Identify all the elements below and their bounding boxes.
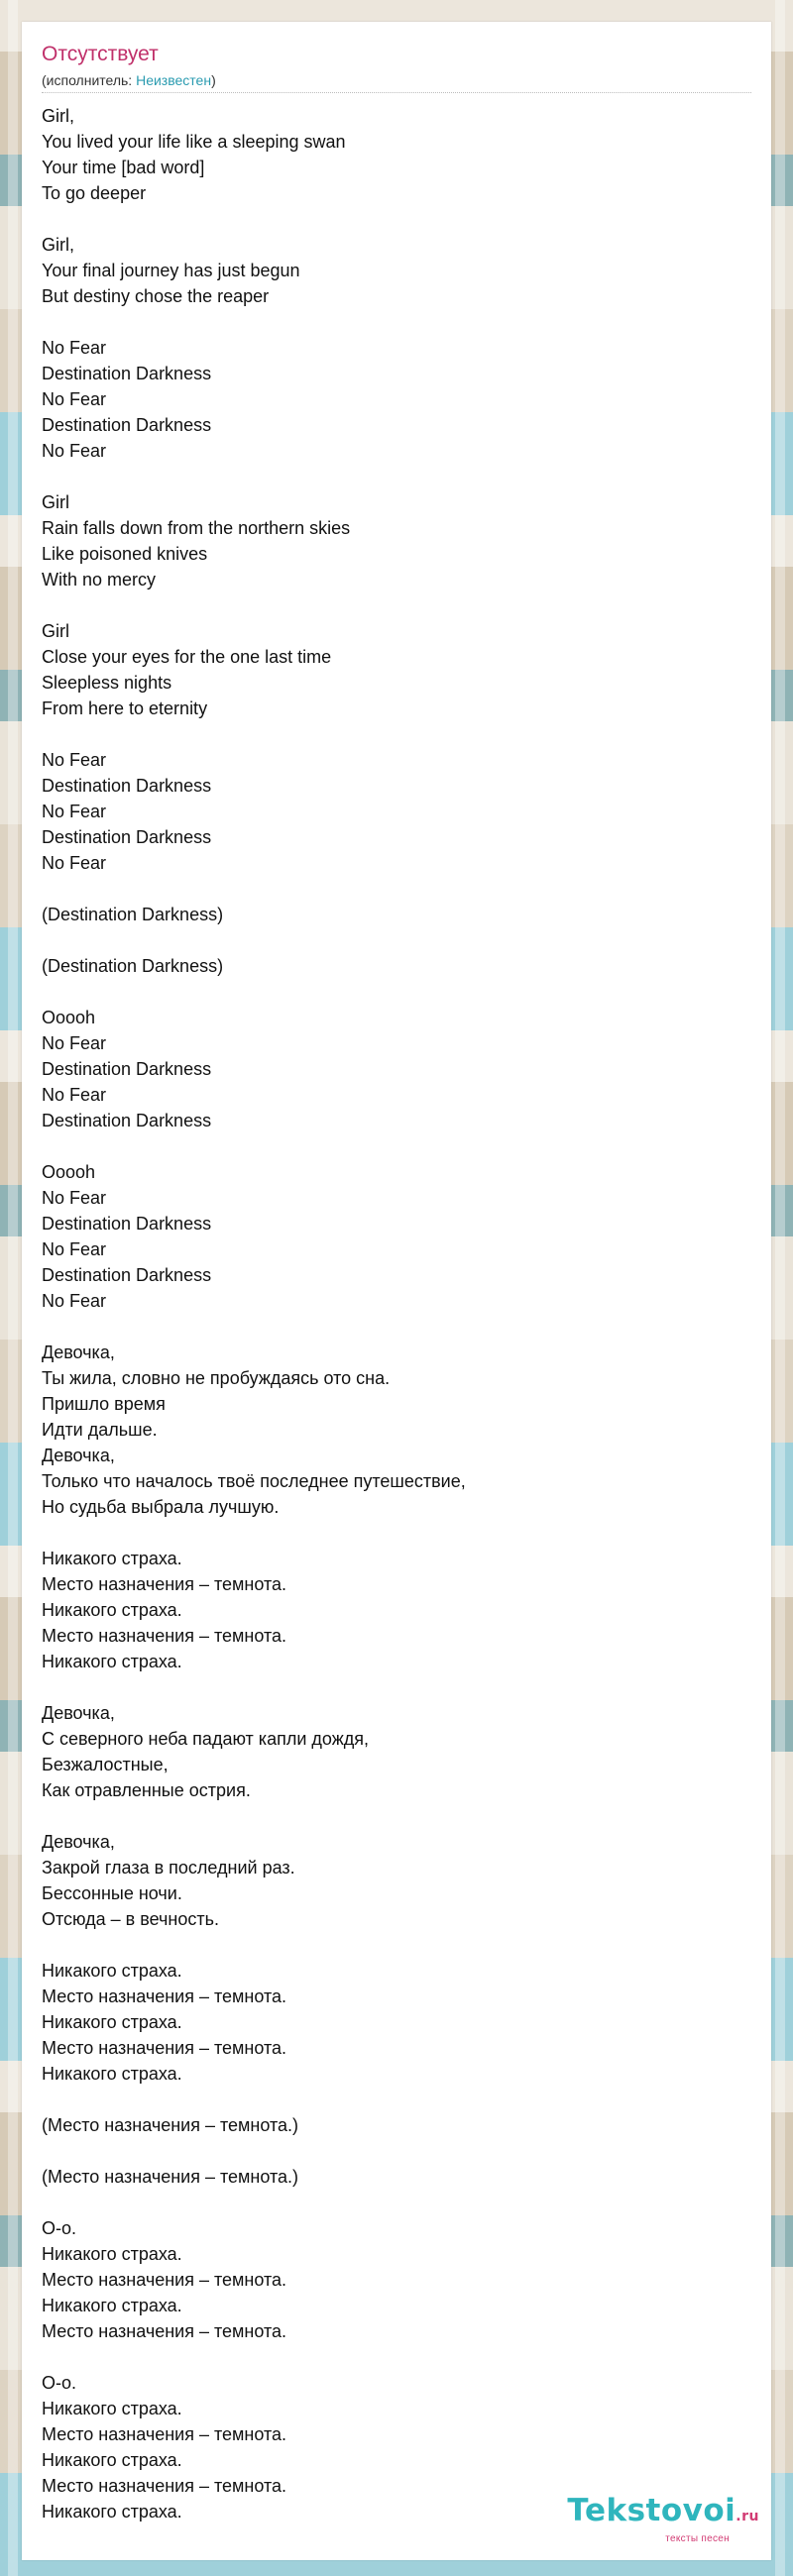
logo-tagline: тексты песен <box>665 2533 730 2544</box>
lyric-line: Девочка, <box>42 1446 115 1465</box>
stanza-gap <box>42 464 736 489</box>
lyric-line: Никакого страха. <box>42 2064 182 2084</box>
lyric-line: Destination Darkness <box>42 364 212 383</box>
lyric-line: С северного неба падают капли дождя, <box>42 1729 369 1749</box>
lyric-line: Пришло время <box>42 1394 166 1414</box>
lyric-line: Like poisoned knives <box>42 544 208 564</box>
logo-suffix: .ru <box>736 2509 759 2524</box>
lyric-line: Destination Darkness <box>42 1059 212 1079</box>
lyric-line: To go deeper <box>42 183 147 203</box>
lyric-line: Girl, <box>42 235 74 255</box>
lyric-line: Sleepless nights <box>42 673 172 693</box>
lyric-line: No Fear <box>42 441 107 461</box>
lyric-line: No Fear <box>42 1085 107 1105</box>
lyric-line: Место назначения – темнота. <box>42 1626 286 1646</box>
stanza-gap <box>42 1520 736 1546</box>
lyric-line: No Fear <box>42 338 107 358</box>
lyric-line: Destination Darkness <box>42 827 212 847</box>
lyric-line: Ooooh <box>42 1008 96 1027</box>
lyric-line: Destination Darkness <box>42 1111 212 1130</box>
lyric-line: No Fear <box>42 1188 107 1208</box>
lyric-line: No Fear <box>42 1291 107 1311</box>
lyric-line: Место назначения – темнота. <box>42 2321 286 2341</box>
lyric-line: Никакого страха. <box>42 1652 182 1671</box>
lyric-line: Никакого страха. <box>42 1961 182 1981</box>
stanza-gap <box>42 309 736 335</box>
lyric-line: (Destination Darkness) <box>42 905 224 924</box>
stanza-gap <box>42 1803 736 1829</box>
lyric-line: From here to eternity <box>42 698 208 718</box>
stanza-gap <box>42 1674 736 1700</box>
artist-line <box>42 71 216 89</box>
lyric-line: Место назначения – темнота. <box>42 1986 286 2006</box>
lyric-line: No Fear <box>42 750 107 770</box>
background-stripe <box>775 0 785 2576</box>
lyric-line: No Fear <box>42 1239 107 1259</box>
lyric-line: Место назначения – темнота. <box>42 2424 286 2444</box>
lyric-line: Your time [bad word] <box>42 158 205 177</box>
header-divider <box>42 92 751 93</box>
lyric-line: With no mercy <box>42 570 157 590</box>
artist-suffix: ) <box>211 72 216 88</box>
lyric-line: Никакого страха. <box>42 2450 182 2470</box>
lyric-line: Девочка, <box>42 1703 115 1723</box>
site-logo[interactable] <box>567 2494 759 2544</box>
lyric-line: No Fear <box>42 1033 107 1053</box>
lyric-line: Girl <box>42 621 69 641</box>
lyric-line: Destination Darkness <box>42 415 212 435</box>
lyric-line: Никакого страха. <box>42 2012 182 2032</box>
stanza-gap <box>42 1314 736 1340</box>
lyric-line: Никакого страха. <box>42 1600 182 1620</box>
lyric-line: But destiny chose the reaper <box>42 286 270 306</box>
lyric-line: Безжалостные, <box>42 1755 169 1774</box>
lyric-line: Никакого страха. <box>42 1549 182 1568</box>
lyric-line: Место назначения – темнота. <box>42 2038 286 2058</box>
lyric-line: Никакого страха. <box>42 2399 182 2418</box>
lyric-line: Никакого страха. <box>42 2296 182 2315</box>
lyric-line: Место назначения – темнота. <box>42 2270 286 2290</box>
lyric-line: Место назначения – темнота. <box>42 1574 286 1594</box>
stanza-gap <box>42 927 736 953</box>
song-title: Отсутствует <box>42 43 159 65</box>
lyric-line: Девочка, <box>42 1342 115 1362</box>
stanza-gap <box>42 2344 736 2370</box>
lyrics-card <box>22 22 771 2560</box>
stanza-gap <box>42 206 736 232</box>
lyric-line: Идти дальше. <box>42 1420 158 1440</box>
lyric-line: Бессонные ночи. <box>42 1883 182 1903</box>
lyric-line: Только что началось твоё последнее путешествие, <box>42 1471 466 1491</box>
lyric-line: Место назначения – темнота. <box>42 2476 286 2496</box>
lyric-line: Как отравленные острия. <box>42 1780 251 1800</box>
stanza-gap <box>42 721 736 747</box>
lyric-line: Отсюда – в вечность. <box>42 1909 219 1929</box>
lyric-line: Девочка, <box>42 1832 115 1852</box>
lyric-line: No Fear <box>42 802 107 821</box>
lyric-line: (Место назначения – темнота.) <box>42 2115 298 2135</box>
stanza-gap <box>42 1932 736 1958</box>
lyric-line: Никакого страха. <box>42 2502 182 2522</box>
lyric-line: Girl <box>42 492 69 512</box>
stanza-gap <box>42 1133 736 1159</box>
stanza-gap <box>42 2190 736 2215</box>
lyric-line: You lived your life like a sleeping swan <box>42 132 346 152</box>
lyric-line: No Fear <box>42 389 107 409</box>
stanza-gap <box>42 2138 736 2164</box>
lyric-line: Girl, <box>42 106 74 126</box>
lyric-line: (Место назначения – темнота.) <box>42 2167 298 2187</box>
lyric-line: Ooooh <box>42 1162 96 1182</box>
stanza-gap <box>42 2087 736 2112</box>
stanza-gap <box>42 592 736 618</box>
lyrics-text <box>42 103 736 2524</box>
lyric-line: Close your eyes for the one last time <box>42 647 332 667</box>
stanza-gap <box>42 979 736 1005</box>
stanza-gap <box>42 876 736 902</box>
lyric-line: Никакого страха. <box>42 2244 182 2264</box>
lyric-line: Destination Darkness <box>42 1214 212 1234</box>
lyric-line: О-о. <box>42 2373 77 2393</box>
lyric-line: No Fear <box>42 853 107 873</box>
background-stripe <box>8 0 18 2576</box>
lyric-line: Destination Darkness <box>42 776 212 796</box>
lyric-line: Но судьба выбрала лучшую. <box>42 1497 280 1517</box>
artist-link[interactable]: Неизвестен <box>136 72 212 88</box>
lyric-line: О-о. <box>42 2218 77 2238</box>
lyric-line: Ты жила, словно не пробуждаясь ото сна. <box>42 1368 391 1388</box>
lyric-line: Destination Darkness <box>42 1265 212 1285</box>
logo-name: Tekstovoi <box>567 2493 736 2528</box>
lyric-line: Your final journey has just begun <box>42 261 300 280</box>
lyric-line: Закрой глаза в последний раз. <box>42 1858 295 1878</box>
lyric-line: Rain falls down from the northern skies <box>42 518 351 538</box>
lyric-line: (Destination Darkness) <box>42 956 224 976</box>
artist-prefix: (исполнитель: <box>42 72 137 88</box>
